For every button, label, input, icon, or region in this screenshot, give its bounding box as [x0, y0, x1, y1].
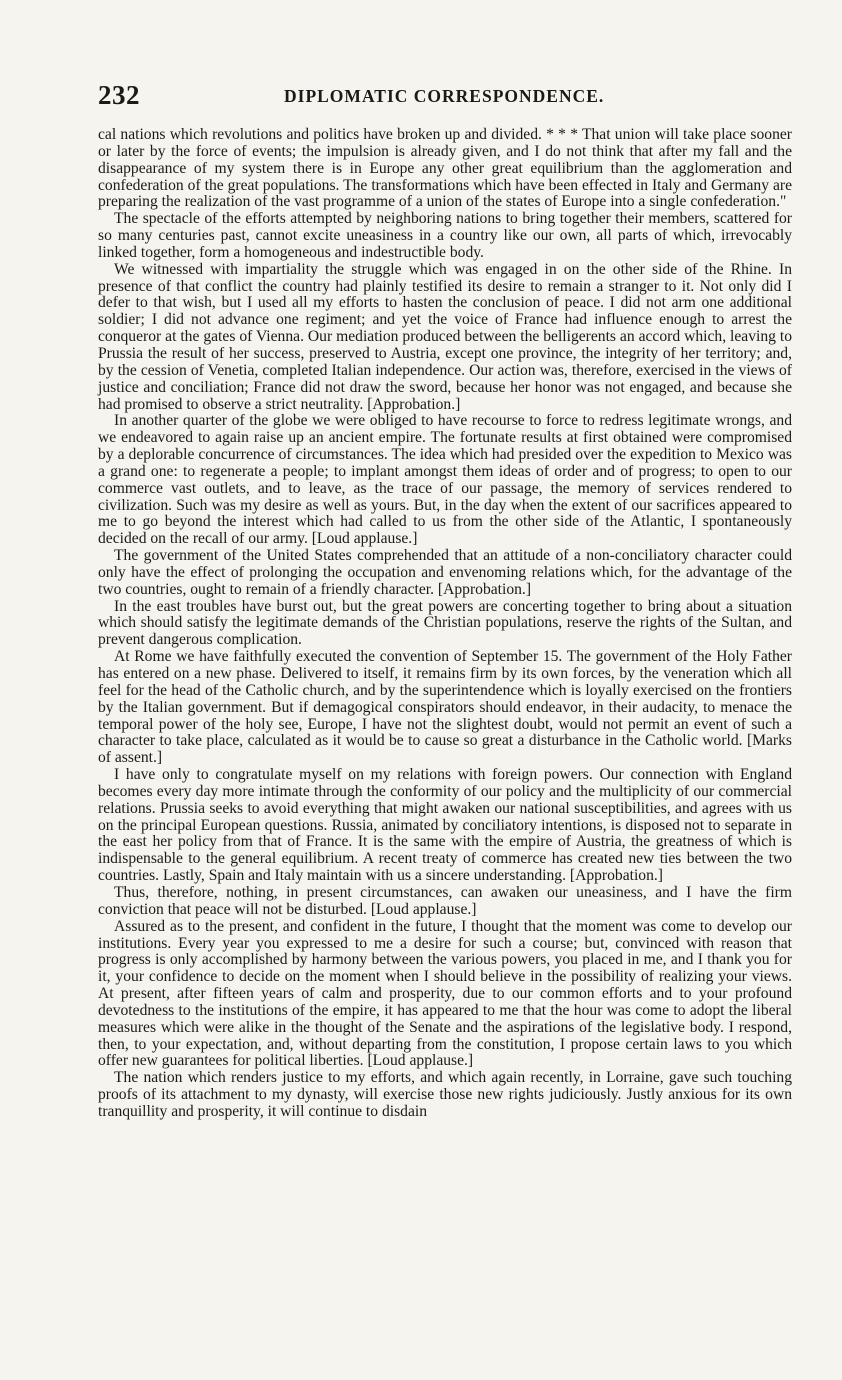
body-text — [98, 127, 792, 1121]
page-number: 232 — [98, 80, 140, 110]
paragraph: In another quarter of the globe we were obliged to have recourse to force to redress legitimate wrongs, and we endeavored to again raise up an ancient empire. The fortunate results at first obtained were compromised by a deplorable concurrence of circumstances. The idea which had presided over the expedition to Mexico was a grand one: to regenerate a people; to implant amongst them ideas of order and of progress; to open to our commerce vast outlets, and to leave, as the trace of our passage, the memory of services rendered to civilization. Such was my desire as well as yours. But, in the day when the extent of our sacrifices appeared to me to go beyond the interest which had called to us from the other side of the Atlantic, I spontaneously decided on the recall of our army. [Loud applause.] — [98, 412, 792, 548]
paragraph: The spectacle of the efforts attempted by neighboring nations to bring together their members, scattered for so many centuries past, cannot excite uneasiness in a country like our own, all parts of which, irrevocably linked together, form a homogeneous and indestructible body. — [98, 210, 792, 261]
paragraph: At Rome we have faithfully executed the convention of September 15. The government of the Holy Father has entered on a new phase. Delivered to itself, it remains firm by its own forces, by the veneration which all feel for the head of the Catholic church, and by the superintendence which is loyally exercised on the frontiers by the Italian government. But if demagogical conspirators should endeavor, in their audacity, to menace the temporal power of the holy see, Europe, I have not the slightest doubt, would not permit an event of such a character to take place, calculated as it would be to cause so great a disturbance in the Catholic world. [Marks of assent.] — [98, 648, 792, 767]
page-header — [98, 80, 788, 110]
paragraph: The government of the United States comprehended that an attitude of a non-conciliatory character could only have the effect of prolonging the occupation and envenoming relations which, for the advantage of the two countries, ought to remain of a friendly character. [Approbation.] — [98, 547, 792, 598]
paragraph: Assured as to the present, and confident in the future, I thought that the moment was come to develop our institutions. Every year you expressed to me a desire for such a course; but, convinced with reason that progress is only accomplished by harmony between the various powers, you placed in me, and I thank you for it, your confidence to decide on the moment when I should believe in the possibility of realizing your views. At present, after fifteen years of calm and prosperity, due to our common efforts and to your profound devotedness to the institutions of the empire, it has appeared to me that the hour was come to adopt the liberal measures which were alike in the thought of the Senate and the aspirations of the legislative body. I respond, then, to your expectation, and, without departing from the constitution, I propose certain laws to you which offer new guarantees for political liberties. [Loud applause.] — [98, 917, 792, 1070]
paragraph-continued: cal nations which revolutions and politics have broken up and divided. * * * That union will take place sooner or later by the force of events; the impulsion is already given, and I do not think that after my fall and the disappearance of my system there is in Europe any other great equilibrium than the agglomeration and confederation of the great populations. The transformations which have been effected in Italy and Germany are preparing the realization of the vast programme of a union of the states of Europe into a single confederation." — [98, 126, 792, 211]
paragraph: Thus, therefore, nothing, in present circumstances, can awaken our uneasiness, and I have the firm conviction that peace will not be disturbed. [Loud applause.] — [98, 883, 792, 918]
paragraph: We witnessed with impartiality the struggle which was engaged in on the other side of the Rhine. In presence of that conflict the country had plainly testified its desire to remain a stranger to it. Not only did I defer to that wish, but I used all my efforts to hasten the conclusion of peace. I did not arm one additional soldier; I did not advance one regiment; and yet the voice of France had influence enough to arrest the conqueror at the gates of Vienna. Our mediation produced between the belligerents an accord which, leaving to Prussia the result of her success, preserved to Austria, except one province, the integrity of her territory; and, by the cession of Venetia, completed Italian independence. Our action was, therefore, exercised in the views of justice and conciliation; France did not draw the sword, because her honor was not engaged, and because she had promised to observe a strict neutrality. [Approbation.] — [98, 260, 792, 413]
running-title: DIPLOMATIC CORRESPONDENCE. — [284, 86, 605, 106]
paragraph: I have only to congratulate myself on my relations with foreign powers. Our connection with England becomes every day more intimate through the conformity of our policy and the multiplicity of our commercial relations. Prussia seeks to avoid everything that might awaken our national susceptibilities, and agrees with us on the principal European questions. Russia, animated by conciliatory intentions, is disposed not to separate in the east her policy from that of France. It is the same with the empire of Austria, the greatness of which is indispensable to the general equilibrium. A recent treaty of commerce has created new ties between the two countries. Lastly, Spain and Italy maintain with us a sincere understanding. [Approbation.] — [98, 766, 792, 885]
paragraph: In the east troubles have burst out, but the great powers are concerting together to bring about a situation which should satisfy the legitimate demands of the Christian populations, reserve the rights of the Sultan, and prevent dangerous complication. — [98, 597, 792, 649]
paragraph: The nation which renders justice to my efforts, and which again recently, in Lorraine, gave such touching proofs of its attachment to my dynasty, will exercise those new rights judiciously. Justly anxious for its own tranquillity and prosperity, it will continue to disdain — [98, 1069, 792, 1120]
